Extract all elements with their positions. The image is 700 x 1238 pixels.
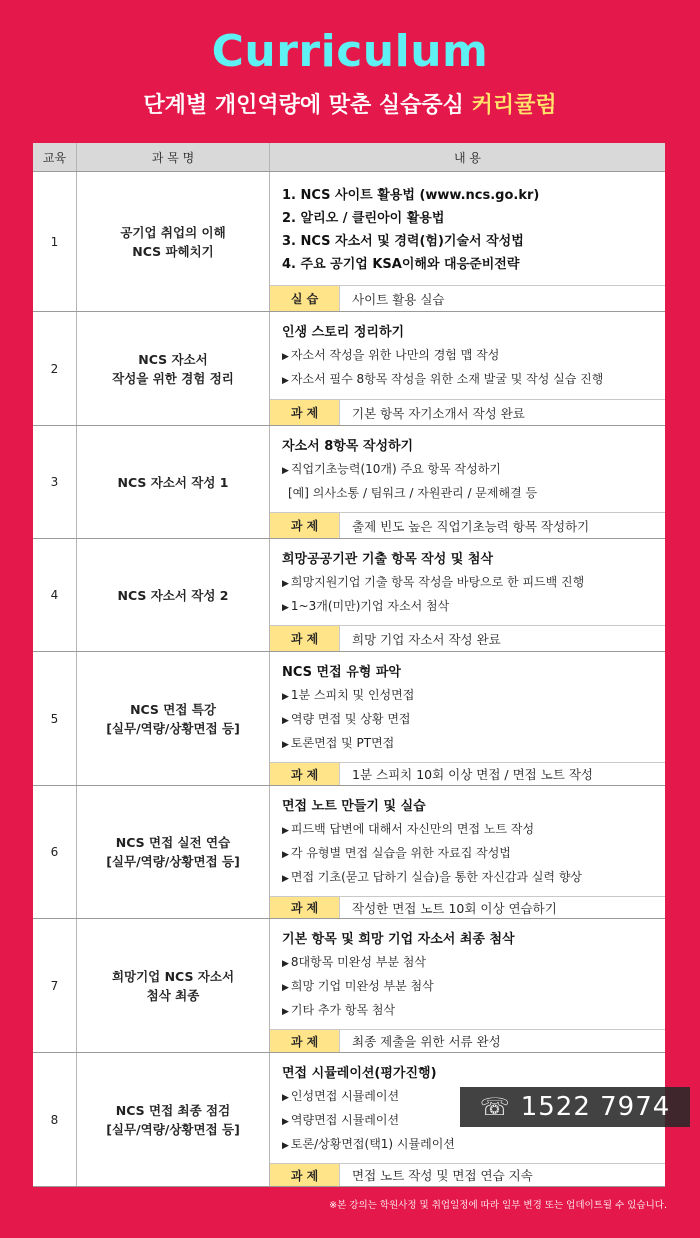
row-content (270, 426, 665, 538)
bullet-text: 1분 스피치 및 인성면접 (290, 688, 415, 702)
content-bullet (282, 368, 655, 392)
task-row (270, 762, 665, 785)
bullet-text: 1~3개(미만)기업 자소서 첨삭 (290, 599, 450, 613)
content-heading: 면접 시뮬레이션(평가진행) (282, 1066, 437, 1081)
content-bullet (282, 951, 655, 975)
content-body (270, 172, 665, 285)
bullet-triangle-icon: ▶ (282, 1141, 289, 1151)
content-item: 2. 알리오 / 클린아이 활용법 (282, 211, 445, 226)
table-row (33, 919, 665, 1053)
task-tag: 과 제 (270, 1164, 340, 1186)
phone-number: 1522 7974 (520, 1092, 671, 1122)
row-number: 3 (33, 426, 77, 538)
content-bullet (282, 458, 655, 482)
subject-line: NCS 파헤치기 (132, 243, 214, 259)
bullet-text: 자소서 작성을 위한 나만의 경험 맵 작성 (290, 348, 500, 362)
bullet-text: 8대항목 미완성 부분 첨삭 (290, 955, 426, 969)
bullet-triangle-icon: ▶ (282, 1117, 289, 1127)
content-body (270, 426, 665, 512)
subject-line: NCS 면접 최종 점검 (115, 1102, 231, 1118)
row-content (270, 919, 665, 1052)
bullet-triangle-icon: ▶ (282, 1093, 289, 1103)
task-text: 출제 빈도 높은 직업기초능력 항목 작성하기 (352, 518, 590, 534)
content-heading: 자소서 8항목 작성하기 (282, 439, 414, 454)
table-row (33, 426, 665, 539)
footnote: ※본 강의는 학원사정 및 취업일정에 따라 일부 변경 또는 업데이트될 수 있습니다. (329, 1200, 667, 1211)
table-row (33, 652, 665, 786)
subject-line: NCS 자소서 작성 1 (117, 474, 229, 490)
content-body (270, 786, 665, 896)
row-content (270, 652, 665, 785)
content-heading: 기본 항목 및 희망 기업 자소서 최종 첨삭 (282, 932, 515, 947)
bullet-triangle-icon: ▶ (282, 352, 289, 362)
content-bullet (282, 684, 655, 708)
bullet-text: 희망지원기업 기출 항목 작성을 바탕으로 한 피드백 진행 (290, 575, 585, 589)
content-item: 4. 주요 공기업 KSA이해와 대응준비전략 (282, 257, 520, 272)
content-item: 1. NCS 사이트 활용법 (www.ncs.go.kr) (282, 188, 540, 203)
subject-line: NCS 자소서 (138, 351, 208, 367)
bullet-triangle-icon: ▶ (282, 826, 289, 836)
content-bullet (282, 595, 655, 619)
page-title: Curriculum (211, 26, 489, 77)
bullet-triangle-icon: ▶ (282, 466, 289, 476)
content-heading: 인생 스토리 정리하기 (282, 325, 405, 340)
page-subtitle (0, 88, 700, 119)
bullet-triangle-icon: ▶ (282, 603, 289, 613)
row-number: 5 (33, 652, 77, 785)
task-row (270, 512, 665, 538)
row-subject (77, 1053, 270, 1186)
subject-line: 공기업 취업의 이해 (120, 224, 226, 240)
content-bullet (282, 1133, 655, 1157)
row-content (270, 172, 665, 311)
table-body (33, 172, 665, 1187)
content-bullet (282, 975, 655, 999)
task-row (270, 399, 665, 425)
content-bullet (282, 818, 655, 842)
row-content (270, 786, 665, 918)
row-number: 1 (33, 172, 77, 311)
content-bullet (282, 999, 655, 1023)
subject-line: NCS 면접 실전 연습 (115, 835, 231, 850)
phone-banner[interactable] (460, 1087, 690, 1127)
bullet-triangle-icon: ▶ (282, 579, 289, 589)
table-row (33, 786, 665, 919)
subject-line: NCS 면접 특강 (130, 701, 216, 717)
row-content (270, 539, 665, 651)
phone-icon: ☏ (479, 1093, 511, 1121)
content-bullet (282, 842, 655, 866)
bullet-text: 기타 추가 항목 첨삭 (290, 1003, 396, 1017)
task-text: 작성한 면접 노트 10회 이상 연습하기 (352, 900, 557, 916)
subject-line: [실무/역량/상황면접 등] (106, 854, 240, 869)
task-text: 최종 제출을 위한 서류 완성 (352, 1034, 501, 1049)
task-text: 희망 기업 자소서 작성 완료 (352, 631, 501, 647)
content-heading: 면접 노트 만들기 및 실습 (282, 799, 426, 814)
bullet-triangle-icon: ▶ (282, 1007, 289, 1017)
row-subject (77, 426, 270, 538)
row-number: 8 (33, 1053, 77, 1186)
bullet-triangle-icon: ▶ (282, 740, 289, 750)
task-row (270, 1163, 665, 1186)
task-text: 기본 항목 자기소개서 작성 완료 (352, 405, 525, 421)
task-tag: 실 습 (270, 286, 340, 311)
table-header (33, 143, 665, 172)
subject-line: 첨삭 최종 (146, 987, 200, 1003)
task-text: 면접 노트 작성 및 면접 연습 지속 (352, 1168, 533, 1183)
bullet-text: 역량 면접 및 상황 면접 (290, 712, 411, 726)
bullet-text: 자소서 필수 8항목 작성을 위한 소재 발굴 및 작성 실습 진행 (290, 372, 604, 386)
row-subject (77, 539, 270, 651)
task-tag: 과 제 (270, 400, 340, 425)
header-no: 교육 (33, 143, 77, 171)
bullet-triangle-icon: ▶ (282, 983, 289, 993)
task-row (270, 1029, 665, 1052)
subtitle-highlight: 커리큘럼 (471, 93, 557, 118)
row-number: 7 (33, 919, 77, 1052)
content-body (270, 652, 665, 762)
row-subject (77, 919, 270, 1052)
task-text: 1분 스피치 10회 이상 면접 / 면접 노트 작성 (352, 767, 593, 782)
table-row (33, 539, 665, 652)
subject-line: 작성을 위한 경험 정리 (112, 370, 234, 386)
content-bullet (282, 708, 655, 732)
bullet-text: 희망 기업 미완성 부분 첨삭 (290, 979, 434, 993)
subject-line: [실무/역량/상황면접 등] (106, 720, 240, 736)
row-number: 6 (33, 786, 77, 918)
bullet-triangle-icon: ▶ (282, 874, 289, 884)
bullet-text: 인성면접 시뮬레이션 (290, 1089, 400, 1103)
content-bullet (282, 344, 655, 368)
bullet-text: 직업기초능력(10개) 주요 항목 작성하기 (290, 462, 501, 476)
bullet-triangle-icon: ▶ (282, 959, 289, 969)
bullet-text: 면접 기초(묻고 답하기 실습)을 통한 자신감과 실력 향상 (290, 870, 583, 884)
task-tag: 과 제 (270, 763, 340, 785)
row-subject (77, 312, 270, 425)
task-tag: 과 제 (270, 626, 340, 651)
content-body (270, 312, 665, 399)
row-number: 4 (33, 539, 77, 651)
bullet-triangle-icon: ▶ (282, 376, 289, 386)
bullet-triangle-icon: ▶ (282, 692, 289, 702)
row-subject (77, 652, 270, 785)
header-content: 내 용 (454, 150, 481, 165)
bullet-text: 각 유형별 면접 실습을 위한 자료집 작성법 (290, 846, 511, 860)
subtitle-text: 단계별 개인역량에 맞춘 실습중심 (143, 93, 472, 118)
bullet-triangle-icon: ▶ (282, 716, 289, 726)
task-row (270, 896, 665, 918)
row-subject (77, 172, 270, 311)
subject-line: NCS 자소서 작성 2 (117, 587, 229, 603)
header-subject: 과 목 명 (77, 143, 270, 171)
task-tag: 과 제 (270, 513, 340, 538)
task-row (270, 285, 665, 311)
subject-line: [실무/역량/상황면접 등] (106, 1121, 240, 1137)
task-tag: 과 제 (270, 897, 340, 918)
content-body (270, 539, 665, 625)
row-content (270, 312, 665, 425)
bullet-text: 피드백 답변에 대해서 자신만의 면접 노트 작성 (290, 822, 535, 836)
bullet-text: 토론/상황면접(택1) 시뮬레이션 (290, 1137, 455, 1151)
subject-line: 희망기업 NCS 자소서 (111, 968, 235, 984)
content-example: [예] 의사소통 / 팀워크 / 자원관리 / 문제해결 등 (288, 486, 538, 500)
bullet-text: 역량면접 시뮬레이션 (290, 1113, 400, 1127)
content-bullet (282, 732, 655, 756)
content-heading: NCS 면접 유형 파악 (282, 665, 401, 680)
task-tag: 과 제 (270, 1030, 340, 1052)
table-row (33, 172, 665, 312)
bullet-triangle-icon: ▶ (282, 850, 289, 860)
content-bullet (282, 866, 655, 890)
content-body (270, 919, 665, 1029)
table-row (33, 312, 665, 426)
task-row (270, 625, 665, 651)
content-bullet (282, 571, 655, 595)
bullet-text: 토론면접 및 PT면접 (290, 736, 395, 750)
content-heading: 희망공공기관 기출 항목 작성 및 첨삭 (282, 552, 493, 567)
content-item: 3. NCS 자소서 및 경력(험)기술서 작성법 (282, 234, 524, 249)
row-subject (77, 786, 270, 918)
curriculum-table (33, 143, 665, 1187)
task-text: 사이트 활용 실습 (352, 291, 445, 307)
row-number: 2 (33, 312, 77, 425)
